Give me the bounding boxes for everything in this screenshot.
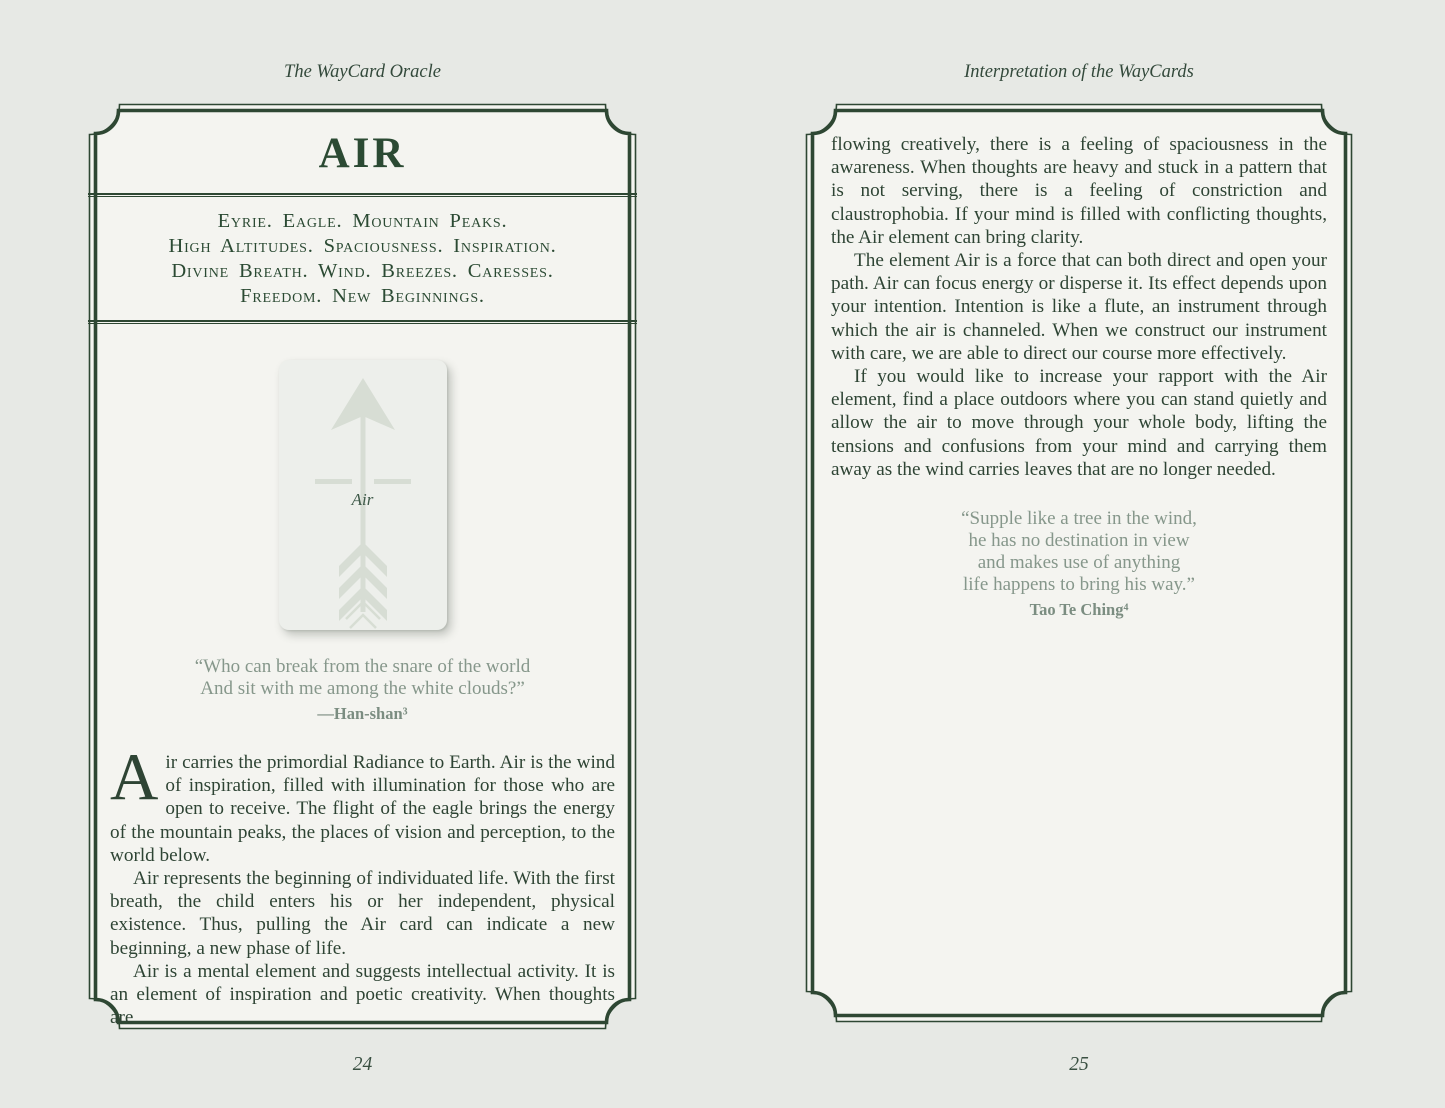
body-text (110, 740, 615, 1029)
interpretation-frame (805, 103, 1353, 1023)
running-head-right: Interpretation of the WayCards (964, 62, 1194, 82)
card-label: Air (351, 490, 374, 509)
page-title: AIR (318, 129, 407, 177)
body-paragraph: Air represents the beginning of individuated life. With the first breath, the child enters his or her independent, physical existence. Thus, pulling the Air card can indicate a new beginning, a new phase of life. (110, 868, 615, 959)
oracle-card-image (279, 360, 447, 630)
running-head-left: The WayCard Oracle (284, 62, 441, 82)
right-page (805, 0, 1353, 1108)
body-text (831, 133, 1327, 481)
card-description-section (88, 324, 637, 1030)
left-page (88, 0, 637, 1108)
poem-quote (110, 656, 615, 725)
keyword-line: Eyrie. Eagle. Mountain Peaks. (217, 209, 508, 232)
page-number-left: 24 (352, 1054, 373, 1075)
poem-quote (831, 508, 1327, 621)
quote-line: And sit with me among the white clouds?” (200, 678, 525, 699)
quote-line: “Who can break from the snare of the world (194, 656, 531, 677)
quote-line: he has no destination in view (968, 530, 1190, 552)
keyword-line: Divine Breath. Wind. Breezes. Caresses. (171, 259, 554, 282)
keywords-section (88, 197, 637, 320)
quote-line: “Supple like a tree in the wind, (961, 508, 1197, 530)
body-paragraph: If you would like to increase your rapport with the Air element, find a place outdoors where you can stand quietly and allow the air to move through your whole body, lifting the tensions and confusions from your mind and carrying them away as the wind carries leaves that are no longer needed. (831, 366, 1327, 480)
card-entry-frame (88, 103, 637, 1030)
body-paragraph: Air is a mental element and suggests intellectual activity. It is an element of inspiration and poetic creativity. When thoughts are (110, 960, 615, 1029)
quote-line: life happens to bring his way.” (963, 574, 1195, 596)
body-paragraph: flowing creatively, there is a feeling of spaciousness in the awareness. When thoughts are heavy and stuck in a pattern that is not serving, there is a feeling of constriction and claustrophobia. If your mind is filled with conflicting thoughts, the Air element can bring clarity. (831, 134, 1327, 248)
keyword-line: High Altitudes. Spaciousness. Inspiration. (168, 234, 557, 257)
page-number-right: 25 (1069, 1054, 1089, 1075)
card-title-section (88, 103, 637, 193)
drop-cap: A (110, 740, 159, 814)
quote-attribution: —Han-shan³ (317, 704, 408, 723)
paragraph-text: ir carries the primordial Radiance to Earth. Air is the wind of inspiration, filled with illumination for those who are open to receive. The flight of the eagle brings the energy of the mountain peaks, the places of vision and perception, to the world below. (110, 752, 615, 866)
body-paragraph (110, 740, 615, 867)
quote-line: and makes use of anything (977, 552, 1181, 574)
keyword-line: Freedom. New Beginnings. (240, 284, 485, 307)
quote-attribution: Tao Te Ching⁴ (1029, 600, 1129, 620)
body-paragraph: The element Air is a force that can both direct and open your path. Air can focus energy or disperse it. Its effect depends upon your intention. Intention is like a flute, an instrument through which the air is channeled. When we construct our instrument with care, we are able to direct our course more effectively. (831, 250, 1327, 364)
interpretation-section (805, 103, 1353, 1023)
